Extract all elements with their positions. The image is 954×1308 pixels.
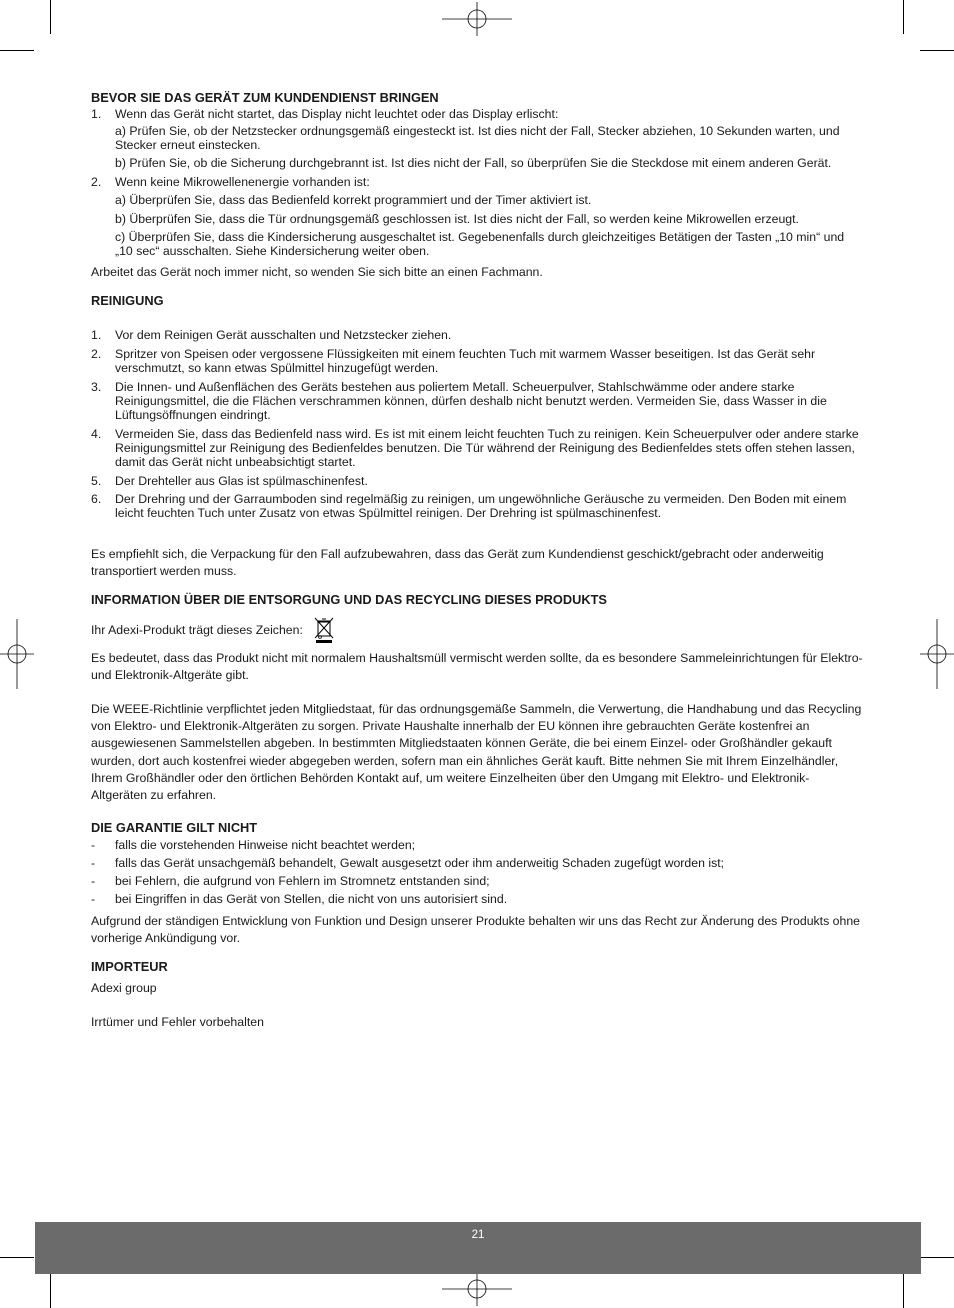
list-item (91, 427, 863, 469)
item-text: Vor dem Reinigen Gerät ausschalten und Netzstecker ziehen. (115, 328, 452, 342)
crop-mark (920, 1257, 954, 1258)
item-text: Spritzer von Speisen oder vergossene Flüssigkeiten mit einem feuchten Tuch mit warmem Wasser beseitigen. Ist das Gerät sehr verschmutzt, so kann etwas Spülmittel hinzugefügt werden. (115, 347, 816, 375)
crop-mark (50, 0, 51, 34)
sub-item-text: a) Überprüfen Sie, dass das Bedienfeld korrekt programmiert und der Timer aktiviert ist. (115, 193, 592, 207)
crop-mark (903, 0, 904, 34)
item-text: Der Drehteller aus Glas ist spülmaschinenfest. (115, 474, 368, 488)
paragraph: Es bedeutet, dass das Produkt nicht mit normalem Haushaltsmüll vermischt werden sollte, da es besondere Sammeleinrichtungen für Elektro- und Elektronik-Altgeräte gibt. (91, 651, 863, 682)
item-text: bei Eingriffen in das Gerät von Stellen, die nicht von uns autorisiert sind. (115, 892, 508, 907)
importer-name: Adexi group (91, 981, 157, 996)
list-item (91, 874, 863, 888)
page-content (91, 90, 863, 1029)
registration-mark-icon (442, 1272, 512, 1306)
disclaimer-note: Irrtümer und Fehler vorbehalten (91, 1015, 264, 1030)
list-item (91, 856, 863, 870)
list-item (91, 838, 863, 852)
crop-mark (920, 50, 954, 51)
dash-bullet: - (91, 856, 96, 871)
dash-bullet: - (91, 874, 96, 889)
dash-bullet: - (91, 892, 96, 907)
section-heading-service: BEVOR SIE DAS GERÄT ZUM KUNDENDIENST BRINGEN (91, 90, 439, 105)
section-heading-warranty: DIE GARANTIE GILT NICHT (91, 820, 258, 836)
crop-mark (0, 1257, 34, 1258)
item-number: 5. (91, 474, 102, 488)
footer-bar (35, 1222, 921, 1274)
item-number: 4. (91, 427, 102, 441)
registration-mark-icon (442, 2, 512, 36)
item-text: bei Fehlern, die aufgrund von Fehlern im Stromnetz entstanden sind; (115, 874, 490, 889)
list-item (91, 107, 863, 121)
sub-item-text: b) Überprüfen Sie, dass die Tür ordnungsgemäß geschlossen ist. Ist dies nicht der Fall, so werden keine Mikrowellen erzeugt. (115, 212, 799, 226)
paragraph: Arbeitet das Gerät noch immer nicht, so wenden Sie sich bitte an einen Fachmann. (91, 265, 543, 279)
item-number: 1. (91, 107, 102, 121)
item-number: 2. (91, 175, 102, 189)
registration-mark-icon (0, 619, 34, 689)
list-item (91, 474, 863, 488)
paragraph: Es empfiehlt sich, die Verpackung für den Fall aufzubewahren, dass das Gerät zum Kundendienst geschickt/gebracht oder anderweitig transportiert werden muss. (91, 547, 824, 578)
section-heading-cleaning: REINIGUNG (91, 293, 164, 308)
section-heading-disposal: INFORMATION ÜBER DIE ENTSORGUNG UND DAS RECYCLING DIESES PRODUKTS (91, 592, 607, 607)
dash-bullet: - (91, 838, 96, 853)
sub-item-text: c) Überprüfen Sie, dass die Kindersicherung ausgeschaltet ist. Gegebenenfalls durch gleichzeitiges Betätigen der Tasten „10 min“ und „10 sec“ ausschalten. Siehe Kindersicherung weiter oben. (115, 230, 845, 258)
symbol-line (91, 616, 863, 644)
list-item (91, 347, 863, 375)
crop-mark (0, 50, 34, 51)
item-text: falls das Gerät unsachgemäß behandelt, Gewalt ausgesetzt oder ihm anderweitig Schaden zugefügt worden ist; (115, 856, 725, 871)
item-number: 3. (91, 380, 102, 394)
list-item (91, 492, 863, 520)
item-text: Die Innen- und Außenflächen des Geräts bestehen aus poliertem Metall. Scheuerpulver, Stahlschwämme oder andere starke Reinigungsmittel, die die Flächen verschrammen können, dürfen deshalb nicht benutzt werden. Vermeiden Sie, dass Wasser in die Lüftungsöffnungen eindringt. (115, 380, 827, 422)
section-heading-importer: IMPORTEUR (91, 959, 168, 975)
item-text: Vermeiden Sie, dass das Bedienfeld nass wird. Es ist mit einem leicht feuchten Tuch zu reinigen. Kein Scheuerpulver oder andere starke Reinigungsmittel zur Reinigung des Bedienfeldes benutzen. Die Tür während der Reinigung des Bedienfeldes stets offen stehen lassen, damit das Gerät nicht unbeabsichtigt startet. (115, 427, 859, 469)
item-text: Wenn das Gerät nicht startet, das Display nicht leuchtet oder das Display erlischt: (115, 107, 559, 121)
list-item (91, 380, 863, 422)
sub-item-text: b) Prüfen Sie, ob die Sicherung durchgebrannt ist. Ist dies nicht der Fall, so überprüfen Sie die Steckdose mit einem anderen Gerät. (115, 156, 832, 170)
item-text: Wenn keine Mikrowellenenergie vorhanden ist: (115, 175, 370, 189)
symbol-text: Ihr Adexi-Produkt trägt dieses Zeichen: (91, 623, 303, 637)
item-text: Der Drehring und der Garraumboden sind regelmäßig zu reinigen, um ungewöhnliche Geräusche zu vermeiden. Den Boden mit einem leicht feuchten Tuch unter Zusatz von etwas Spülmittel reinigen. Der Drehring ist spülmaschinenfest. (115, 492, 847, 520)
list-item (91, 175, 863, 189)
paragraph: Aufgrund der ständigen Entwicklung von Funktion und Design unserer Produkte behalten wir uns das Recht zur Änderung des Produkts ohne vorherige Ankündigung vor. (91, 914, 861, 946)
crop-mark (50, 1274, 51, 1308)
item-number: 2. (91, 347, 102, 361)
crossed-out-wheelie-bin-icon (313, 616, 335, 644)
list-item (91, 328, 863, 342)
crop-mark (903, 1274, 904, 1308)
sub-item-text: a) Prüfen Sie, ob der Netzstecker ordnungsgemäß eingesteckt ist. Ist dies nicht der Fall, Stecker abziehen, 10 Sekunden warten, und Stecker erneut einstecken. (115, 124, 840, 152)
paragraph: Die WEEE-Richtlinie verpflichtet jeden Mitgliedstaat, für das ordnungsgemäße Sammeln, die Verwertung, die Handhabung und das Recycling von Elektro- und Elektronik-Altgeräten zu sorgen. Private Haushalte innerhalb der EU können ihre gebrauchten Geräte kostenfrei an ausgewiesenen Sammelstellen abgeben. In bestimmten Mitgliedstaaten können Geräte, die bei einem Einzel- oder Großhändler gekauft wurden, dort auch kostenfrei wieder abgegeben werden, sofern man ein ähnliches Gerät kauft. Bitte nehmen Sie mit Ihrem Einzelhändler, Ihrem Großhändler oder den örtlichen Behörden Kontakt auf, um weitere Einzelheiten über den Umgang mit Elektro- und Elektronik-Altgeräten zu erfahren. (91, 702, 862, 803)
item-number: 1. (91, 328, 102, 342)
page-number: 21 (471, 1229, 485, 1241)
list-item (91, 892, 863, 906)
item-text: falls die vorstehenden Hinweise nicht beachtet werden; (115, 838, 416, 853)
item-number: 6. (91, 492, 102, 506)
registration-mark-icon (920, 619, 954, 689)
